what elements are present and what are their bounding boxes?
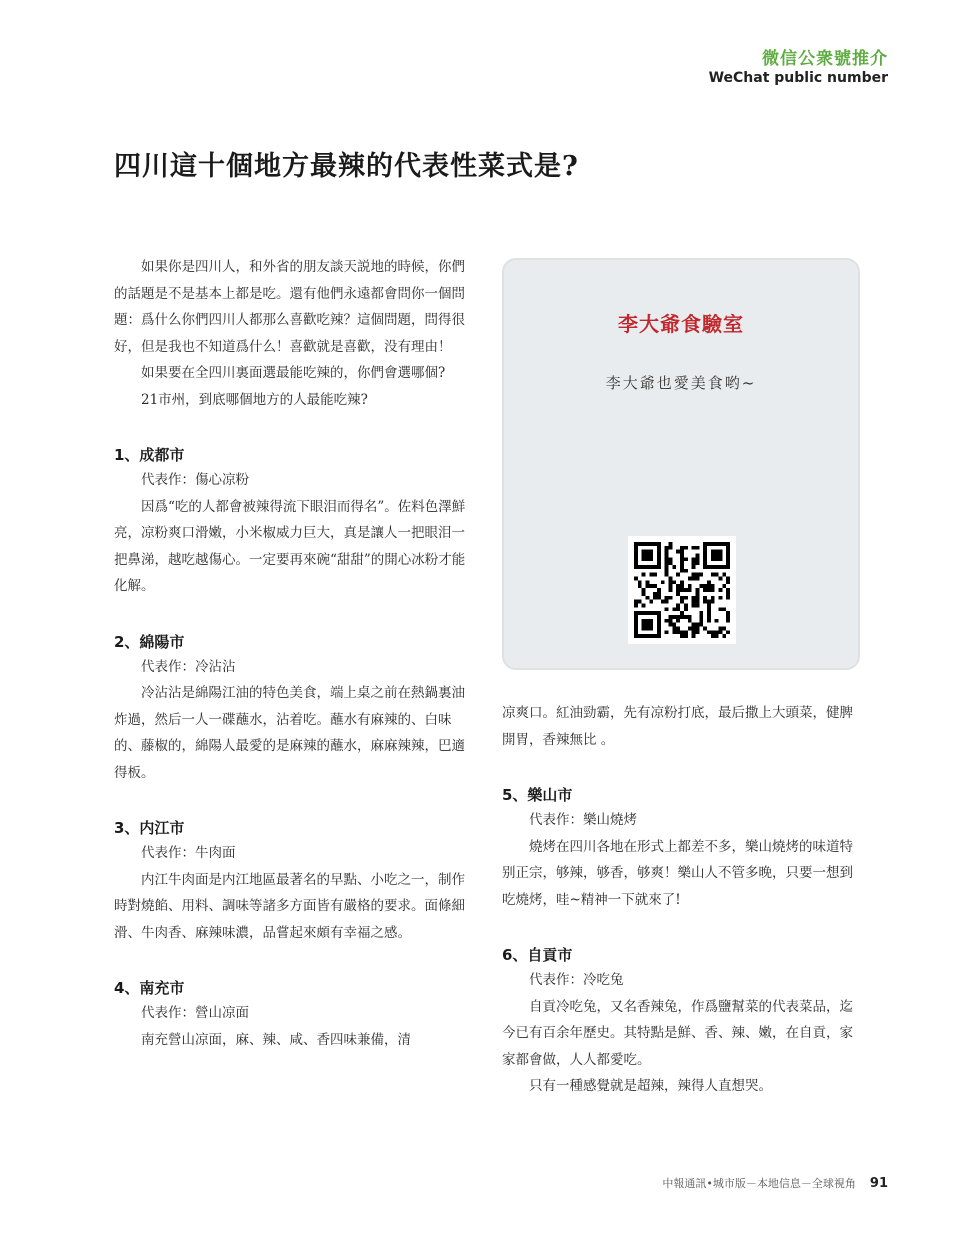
signature-dish: 代表作：營山凉面 [141,1005,249,1021]
intro-paragraph: 如果要在全四川裏面選最能吃辣的，你們會選哪個? [141,365,446,381]
section-heading: 6、自貢市 [502,946,573,964]
section-heading: 4、南充市 [114,979,185,997]
section-heading: 5、樂山市 [502,786,573,804]
right-column [502,700,866,1100]
section-body-continued: 凉爽口。紅油勁霸，先有凉粉打底，最后撒上大頭菜，健脾開胃，香辣無比 。 [502,705,853,748]
section-body: 内江牛肉面是内江地區最著名的早點、小吃之一，制作時對燒餡、用料、調味等諸多方面皆有嚴格的要求。面條細滑、牛肉香、麻辣味濃，品嘗起來頗有幸福之感。 [114,871,465,941]
wechat-promo-card [502,258,860,670]
page-footer [662,1175,888,1191]
signature-dish: 代表作：冷沾沾 [141,658,236,675]
page-number: 91 [869,1176,888,1191]
section-heading: 2、綿陽市 [114,632,185,651]
section-heading: 1、成都市 [114,446,185,464]
intro-paragraph: 21市州，到底哪個地方的人最能吃辣? [141,391,368,408]
account-name: 李大爺食驗室 [618,312,744,336]
article-title: 四川這十個地方最辣的代表性菜式是? [114,151,579,182]
qr-code-icon[interactable] [628,536,736,644]
footer-publication: 中報通訊•城市版－本地信息－全球視角 [662,1177,856,1190]
signature-dish: 代表作：樂山燒烤 [529,812,637,828]
section-body: 冷沾沾是綿陽江油的特色美食，端上桌之前在熱鍋裏油炸過，然后一人一碟蘸水，沾着吃。蘸水有麻辣的、白味的、藤椒的，綿陽人最愛的是麻辣的蘸水，麻麻辣辣，巴適得板。 [114,685,465,781]
section-body: 南充營山凉面，麻、辣、咸、香四味兼備，清 [141,1031,411,1048]
signature-dish: 代表作：冷吃兔 [529,972,624,988]
section-body: 因爲“吃的人都會被辣得流下眼泪而得名”。佐料色澤鮮亮，凉粉爽口滑嫩，小米椒威力巨大，真是讓人一把眼泪一把鼻涕，越吃越傷心。一定要再來碗“甜甜”的開心冰粉才能化解。 [114,498,466,594]
section-label-cn: 微信公衆號推介 [762,49,888,69]
section-body: 只有一種感覺就是超辣，辣得人直想哭。 [529,1078,772,1094]
account-slogan: 李大爺也愛美食哟~ [605,374,757,392]
left-column [114,254,478,1053]
intro-paragraph: 如果你是四川人，和外省的朋友談天説地的時候，你們的話題是不是基本上都是吃。還有他們永遠都會問你一個問題：爲什么你們四川人都那么喜歡吃辣？這個問題，問得很好，但是我也不知道爲什么！喜歡就是喜歡，没有理由！ [114,259,465,355]
section-body: 自貢冷吃兔，又名香辣兔，作爲鹽幫菜的代表菜品，迄今已有百余年歷史。其特點是鮮、香、辣、嫩，在自貢，家家都會做，人人都愛吃。 [502,998,853,1068]
signature-dish: 代表作：傷心凉粉 [141,472,249,488]
signature-dish: 代表作：牛肉面 [141,845,236,861]
section-body: 燒烤在四川各地在形式上都差不多，樂山燒烤的味道特别正宗，够辣，够香，够爽！樂山人不管多晚，只要一想到吃燒烤，哇~精神一下就來了! [502,838,853,908]
section-heading: 3、内江市 [114,819,185,837]
section-label-en: WeChat public number [708,70,888,86]
